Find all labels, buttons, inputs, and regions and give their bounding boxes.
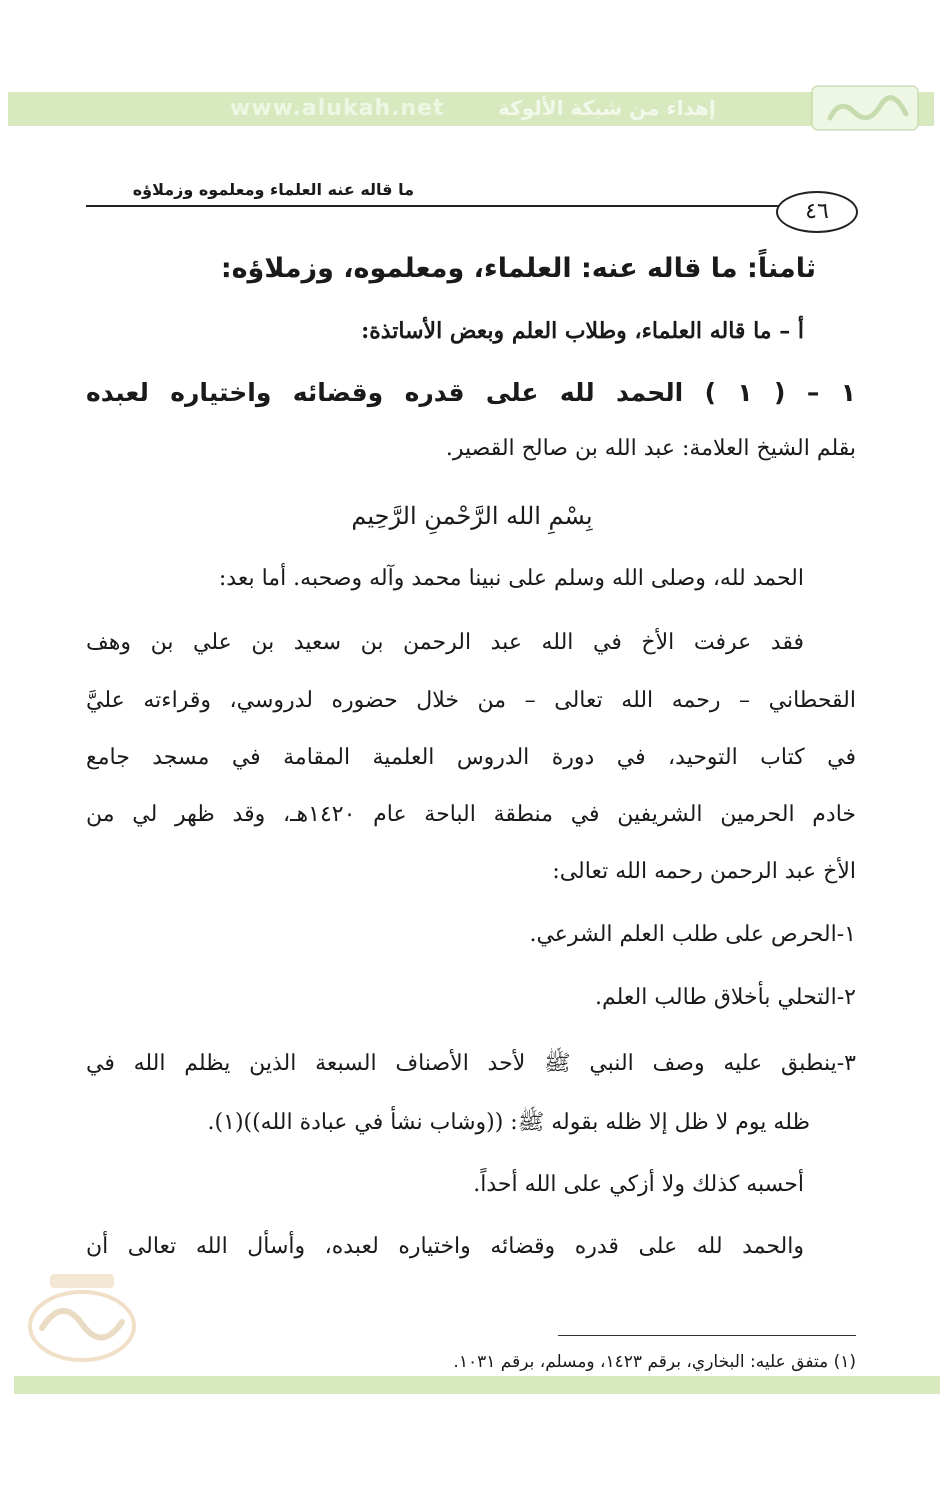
footnote-rule — [558, 1335, 856, 1336]
list-item: ٢-التحلي بأخلاق طالب العلم. — [594, 985, 856, 1010]
paragraph-line: الأخ عبد الرحمن رحمه الله تعالى: — [552, 859, 856, 884]
closing-line: أحسبه كذلك ولا أزكي على الله أحداً. — [473, 1172, 804, 1197]
banner-gift-text: إهداء من شبكة الألوكة — [498, 96, 716, 120]
top-banner — [8, 92, 934, 126]
footnote: (١) متفق عليه: البخاري، برقم ١٤٢٣، ومسلم، برقم ١٠٣١. — [453, 1352, 856, 1372]
list-item: ٣-ينطبق عليه وصف النبي ﷺ لأحد الأصناف السبعة الذين يظلم الله في — [86, 1051, 856, 1076]
item-heading: ١ – ( ١ ) الحمد لله على قدره وقضائه واختياره لعبده — [86, 378, 856, 407]
basmala: بِسْمِ الله الرَّحْمنِ الرَّحِيم — [351, 502, 593, 530]
tajdeed-stamp-icon — [22, 1266, 142, 1366]
paragraph-line: القحطاني – رحمه الله تعالى – من خلال حضوره لدروسي، وقراءته عليَّ — [86, 688, 856, 713]
closing-line: والحمد لله على قدره وقضائه واختياره لعبده، وأسأل الله تعالى أن — [86, 1234, 804, 1259]
page-number: ٤٦ — [776, 191, 858, 233]
banner-site-url[interactable]: www.alukah.net — [230, 96, 445, 121]
opening-line: الحمد لله، وصلى الله وسلم على نبينا محمد وآله وصحبه. أما بعد: — [218, 566, 804, 591]
byline: بقلم الشيخ العلامة: عبد الله بن صالح القصير. — [445, 436, 856, 461]
list-item: ١-الحرص على طلب العلم الشرعي. — [529, 922, 856, 947]
list-item-continuation: ظله يوم لا ظل إلا ظله بقوله ﷺ: ((وشاب نشأ في عبادة الله))(١). — [207, 1110, 810, 1135]
header-rule — [86, 205, 780, 207]
running-head: ما قاله عنه العلماء ومعلموه وزملاؤه — [132, 180, 414, 199]
paragraph-line: فقد عرفت الأخ في الله عبد الرحمن بن سعيد بن علي بن وهف — [86, 630, 804, 655]
paragraph-line: في كتاب التوحيد، في دورة الدروس العلمية المقامة في مسجد جامع — [86, 745, 856, 770]
subsection-heading: أ – ما قاله العلماء، وطلاب العلم وبعض الأساتذة: — [361, 318, 804, 344]
bottom-band — [14, 1376, 940, 1394]
paragraph-line: خادم الحرمين الشريفين في منطقة الباحة عام ١٤٢٠هـ، وقد ظهر لي من — [86, 802, 857, 827]
section-heading: ثامناً: ما قاله عنه: العلماء، ومعلموه، وزملاؤه: — [220, 253, 816, 284]
alukah-logo-icon — [810, 84, 920, 132]
